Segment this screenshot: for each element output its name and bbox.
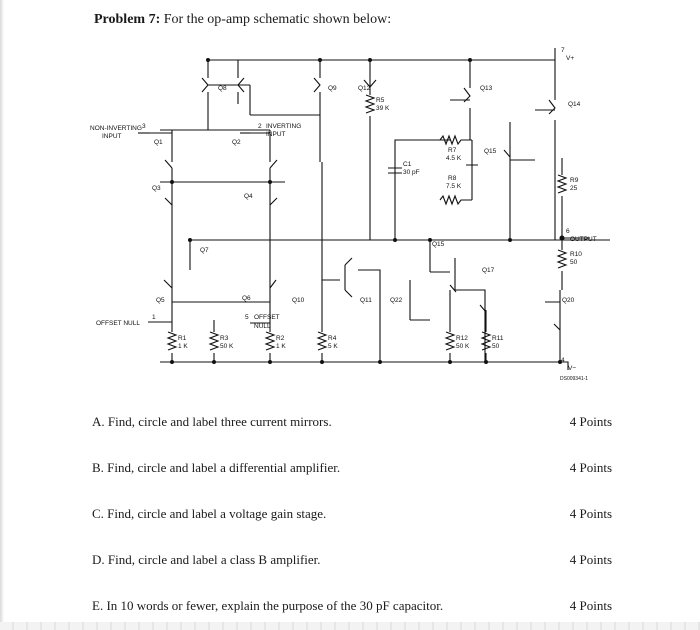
op-amp-schematic <box>90 40 610 390</box>
r9-name: R9 <box>570 177 579 184</box>
r2-resistor <box>266 332 274 350</box>
question-d-points: 4 Points <box>569 552 612 567</box>
question-a <box>92 414 612 434</box>
question-d <box>92 552 612 572</box>
r4-name: R4 <box>328 335 337 342</box>
offset-null-label-1: OFFSET NULL <box>96 320 140 327</box>
vminus-label: V− <box>568 365 577 372</box>
r8-name: R8 <box>448 175 457 182</box>
q7-label: Q7 <box>200 247 209 254</box>
r10-value: 50 <box>570 259 578 266</box>
pin-5-label: 5 <box>245 314 249 321</box>
r12-resistor <box>446 332 454 350</box>
q22-label: Q22 <box>390 297 403 304</box>
q11-label: Q11 <box>360 297 372 304</box>
question-b-text: B. Find, circle and label a differential amplifier. <box>92 460 341 475</box>
output-label: OUTPUT <box>570 236 597 243</box>
r1-resistor <box>168 332 176 350</box>
q2-label: Q2 <box>232 139 241 146</box>
pin-4-label: 4 <box>561 357 565 364</box>
r9-value: 25 <box>570 185 578 192</box>
question-b-points: 4 Points <box>569 460 612 475</box>
r5-name: R5 <box>376 97 385 104</box>
vminus-rail <box>160 362 568 370</box>
q9-label: Q9 <box>328 85 337 92</box>
q15-middle-label: Q15 <box>432 241 445 248</box>
pin-7-label: 7 <box>561 47 565 54</box>
c1-name: C1 <box>403 161 412 168</box>
q17-label: Q17 <box>482 267 495 274</box>
question-a-text: A. Find, circle and label three current mirrors. <box>92 414 332 429</box>
bottom-edge-strip <box>0 622 700 630</box>
q3-label: Q3 <box>152 185 161 192</box>
r7-name: R7 <box>448 147 457 154</box>
question-b <box>92 460 612 480</box>
q8-label: Q8 <box>218 85 227 92</box>
r12-value: 50 K <box>456 343 470 350</box>
question-e <box>92 598 612 618</box>
r9-resistor <box>558 175 566 193</box>
r7-resistor <box>440 136 472 144</box>
q13-label: Q13 <box>480 85 493 92</box>
r11-name: R11 <box>492 335 504 342</box>
question-c-text: C. Find, circle and label a voltage gain stage. <box>92 506 327 521</box>
question-d-text: D. Find, circle and label a class B amplifier. <box>92 552 321 567</box>
vplus-label: V+ <box>566 55 575 62</box>
r12-name: R12 <box>456 335 468 342</box>
q15-right-label: Q15 <box>484 148 497 155</box>
r2-value: 1 K <box>276 343 286 350</box>
r2-name: R2 <box>276 335 285 342</box>
question-e-points: 4 Points <box>569 598 612 613</box>
vplus-rail <box>208 48 555 60</box>
question-a-points: 4 Points <box>569 414 612 429</box>
question-e-text: E. In 10 words or fewer, explain the purpose of the 30 pF capacitor. <box>92 598 444 613</box>
problem-title <box>94 12 391 28</box>
r1-value: 1 K <box>178 343 188 350</box>
offset-null-label-2a: OFFSET <box>254 314 280 321</box>
page-edge-shadow <box>0 0 4 630</box>
r8-value: 7.5 K <box>446 183 462 190</box>
r4-resistor <box>318 332 326 350</box>
q6-label: Q6 <box>242 295 251 302</box>
pin-3-label: 3 <box>142 123 146 130</box>
q4-label: Q4 <box>244 193 253 200</box>
r7-value: 4.5 K <box>446 155 462 162</box>
pin-1-label: 1 <box>152 314 156 321</box>
r3-name: R3 <box>220 335 229 342</box>
r11-value: 50 <box>492 343 500 350</box>
r3-resistor <box>210 332 218 350</box>
q20-label: Q20 <box>562 297 575 304</box>
pin-6-label: 6 <box>566 228 570 235</box>
figure-id: DS009341-1 <box>560 376 589 382</box>
pin-2-label: 2 <box>258 123 262 130</box>
problem-text: For the op-amp schematic shown below: <box>160 12 392 27</box>
c1-value: 30 pF <box>403 169 420 176</box>
r4-value: 5 K <box>328 343 338 350</box>
r1-name: R1 <box>178 335 187 342</box>
q14-label: Q14 <box>568 101 581 108</box>
r10-name: R10 <box>570 251 582 258</box>
r3-value: 50 K <box>220 343 234 350</box>
r10-resistor <box>558 250 566 268</box>
schematic-drawing <box>90 40 610 385</box>
r8-resistor <box>440 196 472 204</box>
noninverting-label: NON-INVERTING <box>90 125 142 132</box>
c1-capacitor <box>388 140 450 240</box>
question-c-points: 4 Points <box>569 506 612 521</box>
inverting-label: INVERTING <box>266 123 302 130</box>
offset-null-label-2b: NULL <box>254 323 271 330</box>
r5-value: 39 K <box>376 105 390 112</box>
q5-label: Q5 <box>156 297 165 304</box>
question-c <box>92 506 612 526</box>
r11-resistor <box>482 332 490 350</box>
problem-label: Problem 7: <box>94 12 161 27</box>
inverting-input-label: INPUT <box>266 131 286 138</box>
q1-label: Q1 <box>154 139 163 146</box>
noninverting-input-label: INPUT <box>102 133 122 140</box>
q12-label: Q12 <box>358 85 371 92</box>
q10-label: Q10 <box>292 297 305 304</box>
